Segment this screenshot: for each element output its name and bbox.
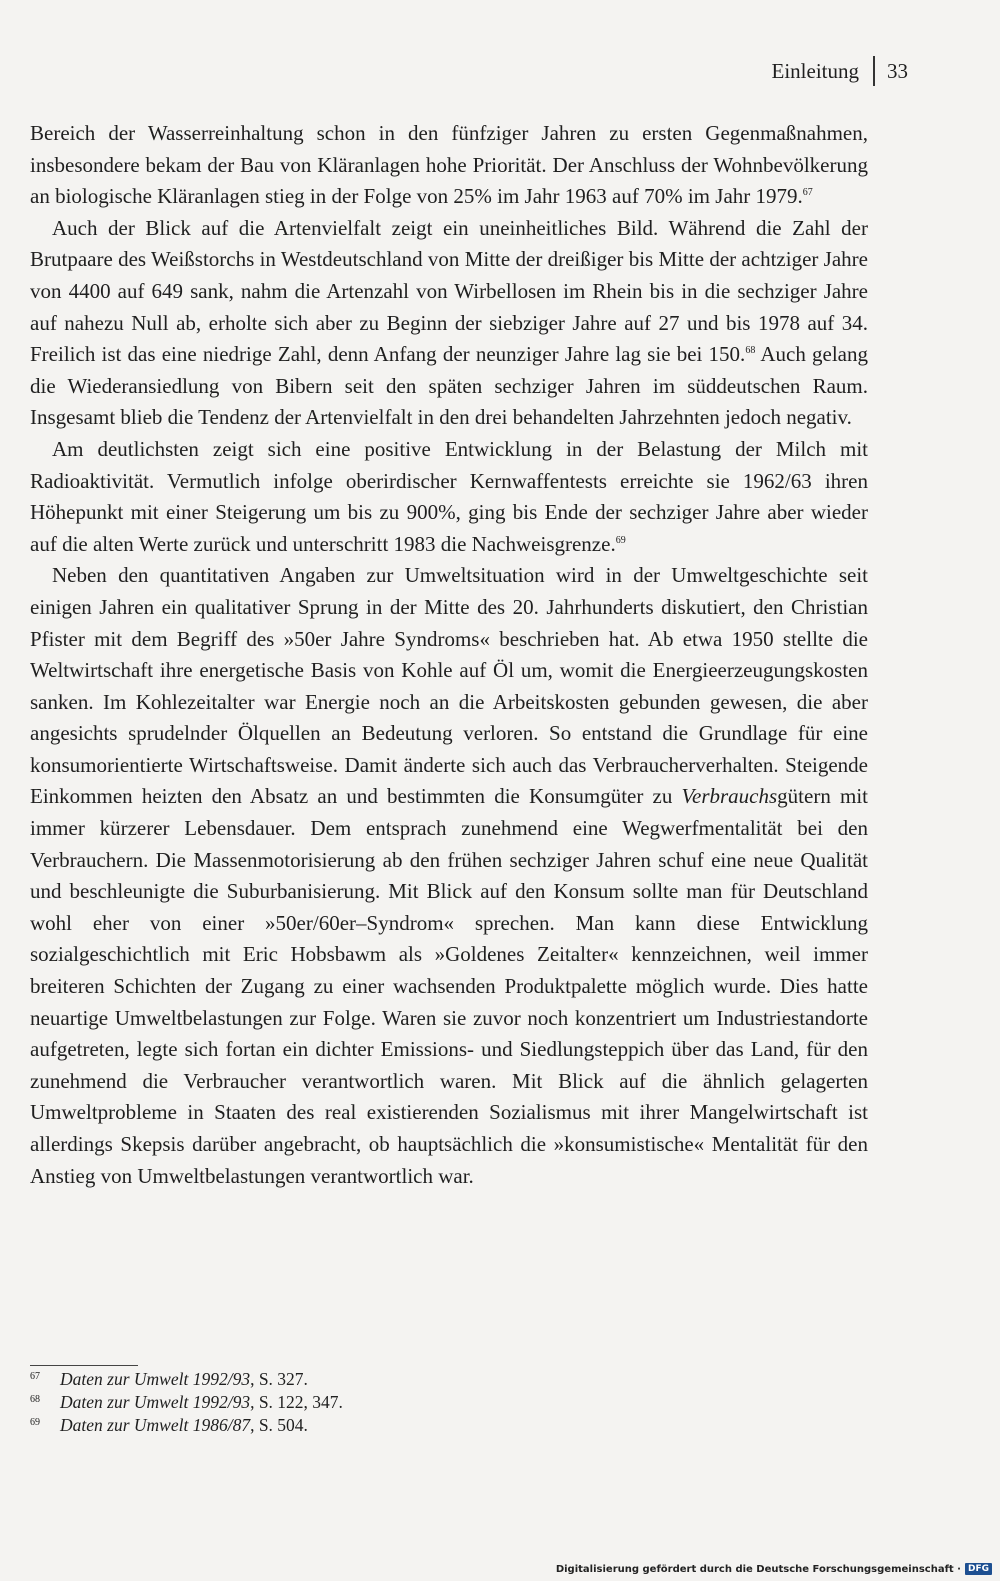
footnote-number: 67 <box>30 1371 40 1382</box>
paragraph <box>30 213 868 434</box>
footnote-source-title: Daten zur Umwelt 1992/93 <box>60 1369 251 1389</box>
text-run: Neben den quantitativen Angaben zur Umweltsituation wird in der Umweltgeschichte seit einigen Jahren ein qualitativer Sprung in der Mitte des 20. Jahrhunderts diskutiert, den Christian Pfister mit dem Begriff des »50er Jahre Syndroms« beschrieben hat. Ab etwa 1950 stellte die Weltwirtschaft ihre energetische Basis von Kohle auf Öl um, womit die Energieerzeugungskosten sanken. Im Kohlezeitalter war Energie noch an die Arbeitskosten gebunden gewesen, die aber angesichts sprudelnder Ölquellen an Bedeutung verloren. So entstand die Grundlage für eine konsumorientierte Wirtschaftsweise. Damit änderte sich auch das Verbraucherverhalten. Steigende Einkommen heizten den Absatz an und bestimmten die Konsumgüter zu <box>30 563 868 809</box>
footnote-text <box>60 1414 308 1437</box>
italic-text: Verbrauchs <box>681 784 778 809</box>
dfg-logo: DFG <box>965 1563 992 1575</box>
footnote-number: 68 <box>30 1393 40 1405</box>
text-run: Auch gelang die Wiederansiedlung von Bibern seit den späten sechziger Jahren im süddeutschen Raum. Insgesamt blieb die Tendenz der Artenvielfalt in den drei behandelten Jahrzehnten jedoch negativ. <box>30 342 869 430</box>
paragraph <box>30 118 868 213</box>
footnote <box>30 1368 343 1391</box>
paragraph <box>30 434 868 560</box>
footnote-text <box>60 1368 308 1391</box>
text-run: Am deutlichsten zeigt sich eine positive Entwicklung in der Belastung der Milch mit Radioaktivität. Vermutlich infolge oberirdischer Kernwaffentests erreichte sie 1962/63 ihren Höhepunkt mit einer Steigerung um bis zu 900%, ging bis Ende der sechziger Jahre aber wieder auf die alten Werte zurück und unterschritt 1983 die Nachweisgrenze. <box>30 436 868 556</box>
credit-text: Digitalisierung gefördert durch die Deutsche Forschungsgemeinschaft · <box>555 1563 961 1575</box>
page-number: 33 <box>887 58 908 83</box>
section-title: Einleitung <box>771 58 859 83</box>
text-run: gütern mit immer kürzerer Lebensdauer. Dem entsprach zunehmend eine Wegwerfmentalität bei den Verbrauchern. Die Massenmotorisierung ab den frühen sechziger Jahren schuf eine neue Qualität und beschleunigte die Suburbanisierung. Mit Blick auf den Konsum sollte man für Deutschland wohl eher von einer »50er/60er–Syndrom« sprechen. Man kann diese Entwicklung sozialgeschichtlich mit Eric Hobsbawm als »Goldenes Zeitalter« kennzeichnen, weil immer breiteren Schichten der Zugang zu einer wachsenden Produktpalette möglich wurde. Dies hatte neuartige Umweltbelastungen zur Folge. Waren sie zuvor noch konzentriert um Industriestandorte aufgetreten, legte sich fortan ein dichter Emissions- und Siedlungsteppich über das Land, für den zunehmend die Verbraucher verantwortlich waren. Mit Blick auf die ähnlich gelagerten Umweltprobleme in Staaten des real existierenden Sozialismus mit ihrer Mangelwirtschaft ist allerdings Skepsis darüber angebracht, ob hauptsächlich die »konsumistische« Mentalität für den Anstieg von Umweltbelastungen verantwortlich war. <box>30 784 868 1188</box>
text-run: Bereich der Wasserreinhaltung schon in den fünfziger Jahren zu ersten Gegenmaßnahmen, insbesondere bekam der Bau von Kläranlagen hohe Priorität. Der Anschluss der Wohnbevölkerung an biologische Kläranlagen stieg in der Folge von 25% im Jahr 1963 auf 70% im Jahr 1979. <box>30 121 868 209</box>
footnote-source-title: Daten zur Umwelt 1986/87 <box>60 1414 251 1435</box>
body-text <box>30 118 868 1192</box>
digitization-credit <box>556 1563 992 1575</box>
footnote-ref: 68 <box>745 345 756 357</box>
footnote-ref: 67 <box>802 187 813 199</box>
footnote-citation: , S. 327. <box>250 1369 308 1389</box>
running-header <box>772 56 909 86</box>
footnotes <box>30 1368 343 1436</box>
footnote-citation: , S. 504. <box>250 1414 308 1435</box>
paragraph <box>30 560 868 1192</box>
header-divider <box>873 56 875 86</box>
footnote <box>30 1391 343 1414</box>
footnote-ref: 69 <box>615 534 626 546</box>
footnote-text <box>60 1391 343 1414</box>
footnote-source-title: Daten zur Umwelt 1992/93 <box>60 1391 251 1412</box>
footnote-number: 69 <box>30 1416 40 1428</box>
footnote <box>30 1414 343 1437</box>
footnote-citation: , S. 122, 347. <box>250 1391 343 1412</box>
text-run: Auch der Blick auf die Artenvielfalt zeigt ein uneinheitliches Bild. Während die Zahl der Brutpaare des Weißstorchs in Westdeutschland von Mitte der dreißiger bis Mitte der achtziger Jahre von 4400 auf 649 sank, nahm die Artenzahl von Wirbellosen im Rhein bis in die sechziger Jahre auf nahezu Null ab, erholte sich aber zu Beginn der siebziger Jahre auf 27 und bis 1978 auf 34. Freilich ist das eine niedrige Zahl, denn Anfang der neunziger Jahre lag sie bei 150. <box>30 215 868 367</box>
